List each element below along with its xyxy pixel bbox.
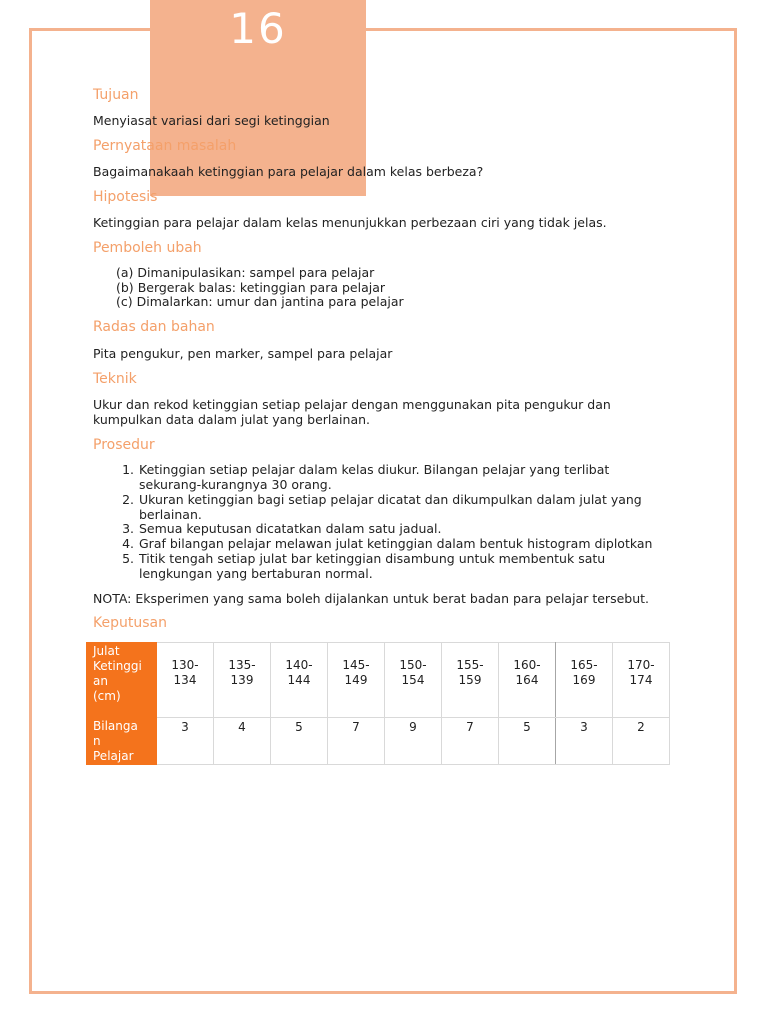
- range-cell: [499, 643, 556, 718]
- range-end: 159: [458, 673, 482, 687]
- header-line: Pelajar: [93, 749, 134, 763]
- count-cell: 3: [556, 718, 613, 765]
- range-end: 174: [629, 673, 653, 687]
- header-line: Julat: [93, 644, 120, 658]
- step-text: Semua keputusan dicatatkan dalam satu jadual.: [139, 521, 442, 536]
- range-start: 135-: [228, 658, 256, 672]
- step-number: 5.: [122, 551, 134, 566]
- table-row-ranges: [87, 643, 670, 718]
- variable-marker: (b): [116, 280, 134, 295]
- variable-text: Dimanipulasikan: sampel para pelajar: [137, 265, 375, 280]
- range-end: 144: [287, 673, 311, 687]
- step-text: Titik tengah setiap julat bar ketinggian disambung untuk membentuk satu: [139, 551, 606, 566]
- count-cell: 3: [157, 718, 214, 765]
- text-teknik-line: Ukur dan rekod ketinggian setiap pelajar dengan menggunakan pita pengukur dan: [93, 397, 611, 412]
- range-cell: [328, 643, 385, 718]
- count-cell: 5: [499, 718, 556, 765]
- range-start: 165-: [570, 658, 598, 672]
- step-number: 2.: [122, 492, 134, 507]
- count-cell: 2: [613, 718, 670, 765]
- range-cell: [385, 643, 442, 718]
- range-start: 140-: [285, 658, 313, 672]
- variable-marker: (c): [116, 294, 133, 309]
- header-line: an: [93, 674, 108, 688]
- text-nota: NOTA: Eksperimen yang sama boleh dijalankan untuk berat badan para pelajar tersebut.: [93, 591, 649, 606]
- table-row-counts: [87, 718, 670, 765]
- variable-text: Dimalarkan: umur dan jantina para pelajar: [136, 294, 404, 309]
- step-text: sekurang-kurangnya 30 orang.: [139, 477, 332, 492]
- step-text: berlainan.: [139, 507, 202, 522]
- range-cell: [613, 643, 670, 718]
- step-number: 3.: [122, 521, 134, 536]
- heading-radas: Radas dan bahan: [93, 319, 215, 335]
- text-hipotesis: Ketinggian para pelajar dalam kelas menunjukkan perbezaan ciri yang tidak jelas.: [93, 215, 607, 230]
- range-start: 155-: [456, 658, 484, 672]
- range-start: 145-: [342, 658, 370, 672]
- text-radas: Pita pengukur, pen marker, sampel para pelajar: [93, 346, 393, 361]
- heading-keputusan: Keputusan: [93, 615, 167, 631]
- count-cell: 7: [442, 718, 499, 765]
- range-start: 160-: [513, 658, 541, 672]
- variable-item: [116, 294, 404, 309]
- heading-hipotesis: Hipotesis: [93, 189, 158, 205]
- text-pernyataan: Bagaimanakaah ketinggian para pelajar dalam kelas berbeza?: [93, 164, 484, 179]
- variable-item: [116, 265, 374, 280]
- range-start: 150-: [399, 658, 427, 672]
- text-teknik-line: kumpulkan data dalam julat yang berlainan.: [93, 412, 371, 427]
- range-end: 149: [344, 673, 368, 687]
- range-start: 170-: [627, 658, 655, 672]
- header-cell-height-range: [87, 643, 157, 718]
- range-cell: [556, 643, 613, 718]
- header-line: n: [93, 734, 101, 748]
- range-end: 169: [572, 673, 596, 687]
- range-cell: [271, 643, 328, 718]
- step-text: Ukuran ketinggian bagi setiap pelajar dicatat dan dikumpulkan dalam julat yang: [139, 492, 642, 507]
- page-number: 16: [229, 4, 287, 53]
- step-text: lengkungan yang bertaburan normal.: [139, 566, 373, 581]
- range-end: 154: [401, 673, 425, 687]
- range-cell: [157, 643, 214, 718]
- header-cell-student-count: [87, 718, 157, 765]
- variable-text: Bergerak balas: ketinggian para pelajar: [137, 280, 386, 295]
- step-number: 4.: [122, 536, 134, 551]
- variable-marker: (a): [116, 265, 134, 280]
- heading-prosedur: Prosedur: [93, 437, 155, 453]
- step-text: Ketinggian setiap pelajar dalam kelas diukur. Bilangan pelajar yang terlibat: [139, 462, 610, 477]
- range-end: 134: [173, 673, 197, 687]
- count-cell: 9: [385, 718, 442, 765]
- header-line: (cm): [93, 689, 121, 703]
- header-line: Ketinggi: [93, 659, 142, 673]
- text-tujuan: Menyiasat variasi dari segi ketinggian: [93, 113, 330, 128]
- heading-pernyataan: Pernyataan masalah: [93, 138, 237, 154]
- heading-tujuan: Tujuan: [93, 87, 139, 103]
- results-table: [86, 642, 670, 765]
- heading-teknik: Teknik: [93, 371, 137, 387]
- count-cell: 4: [214, 718, 271, 765]
- range-cell: [442, 643, 499, 718]
- range-end: 164: [515, 673, 539, 687]
- count-cell: 5: [271, 718, 328, 765]
- step-number: 1.: [122, 462, 134, 477]
- count-cell: 7: [328, 718, 385, 765]
- range-end: 139: [230, 673, 254, 687]
- range-start: 130-: [171, 658, 199, 672]
- range-cell: [214, 643, 271, 718]
- variable-item: [116, 280, 385, 295]
- header-line: Bilanga: [93, 719, 138, 733]
- heading-pemboleh-ubah: Pemboleh ubah: [93, 240, 202, 256]
- step-text: Graf bilangan pelajar melawan julat ketinggian dalam bentuk histogram diplotkan: [139, 536, 653, 551]
